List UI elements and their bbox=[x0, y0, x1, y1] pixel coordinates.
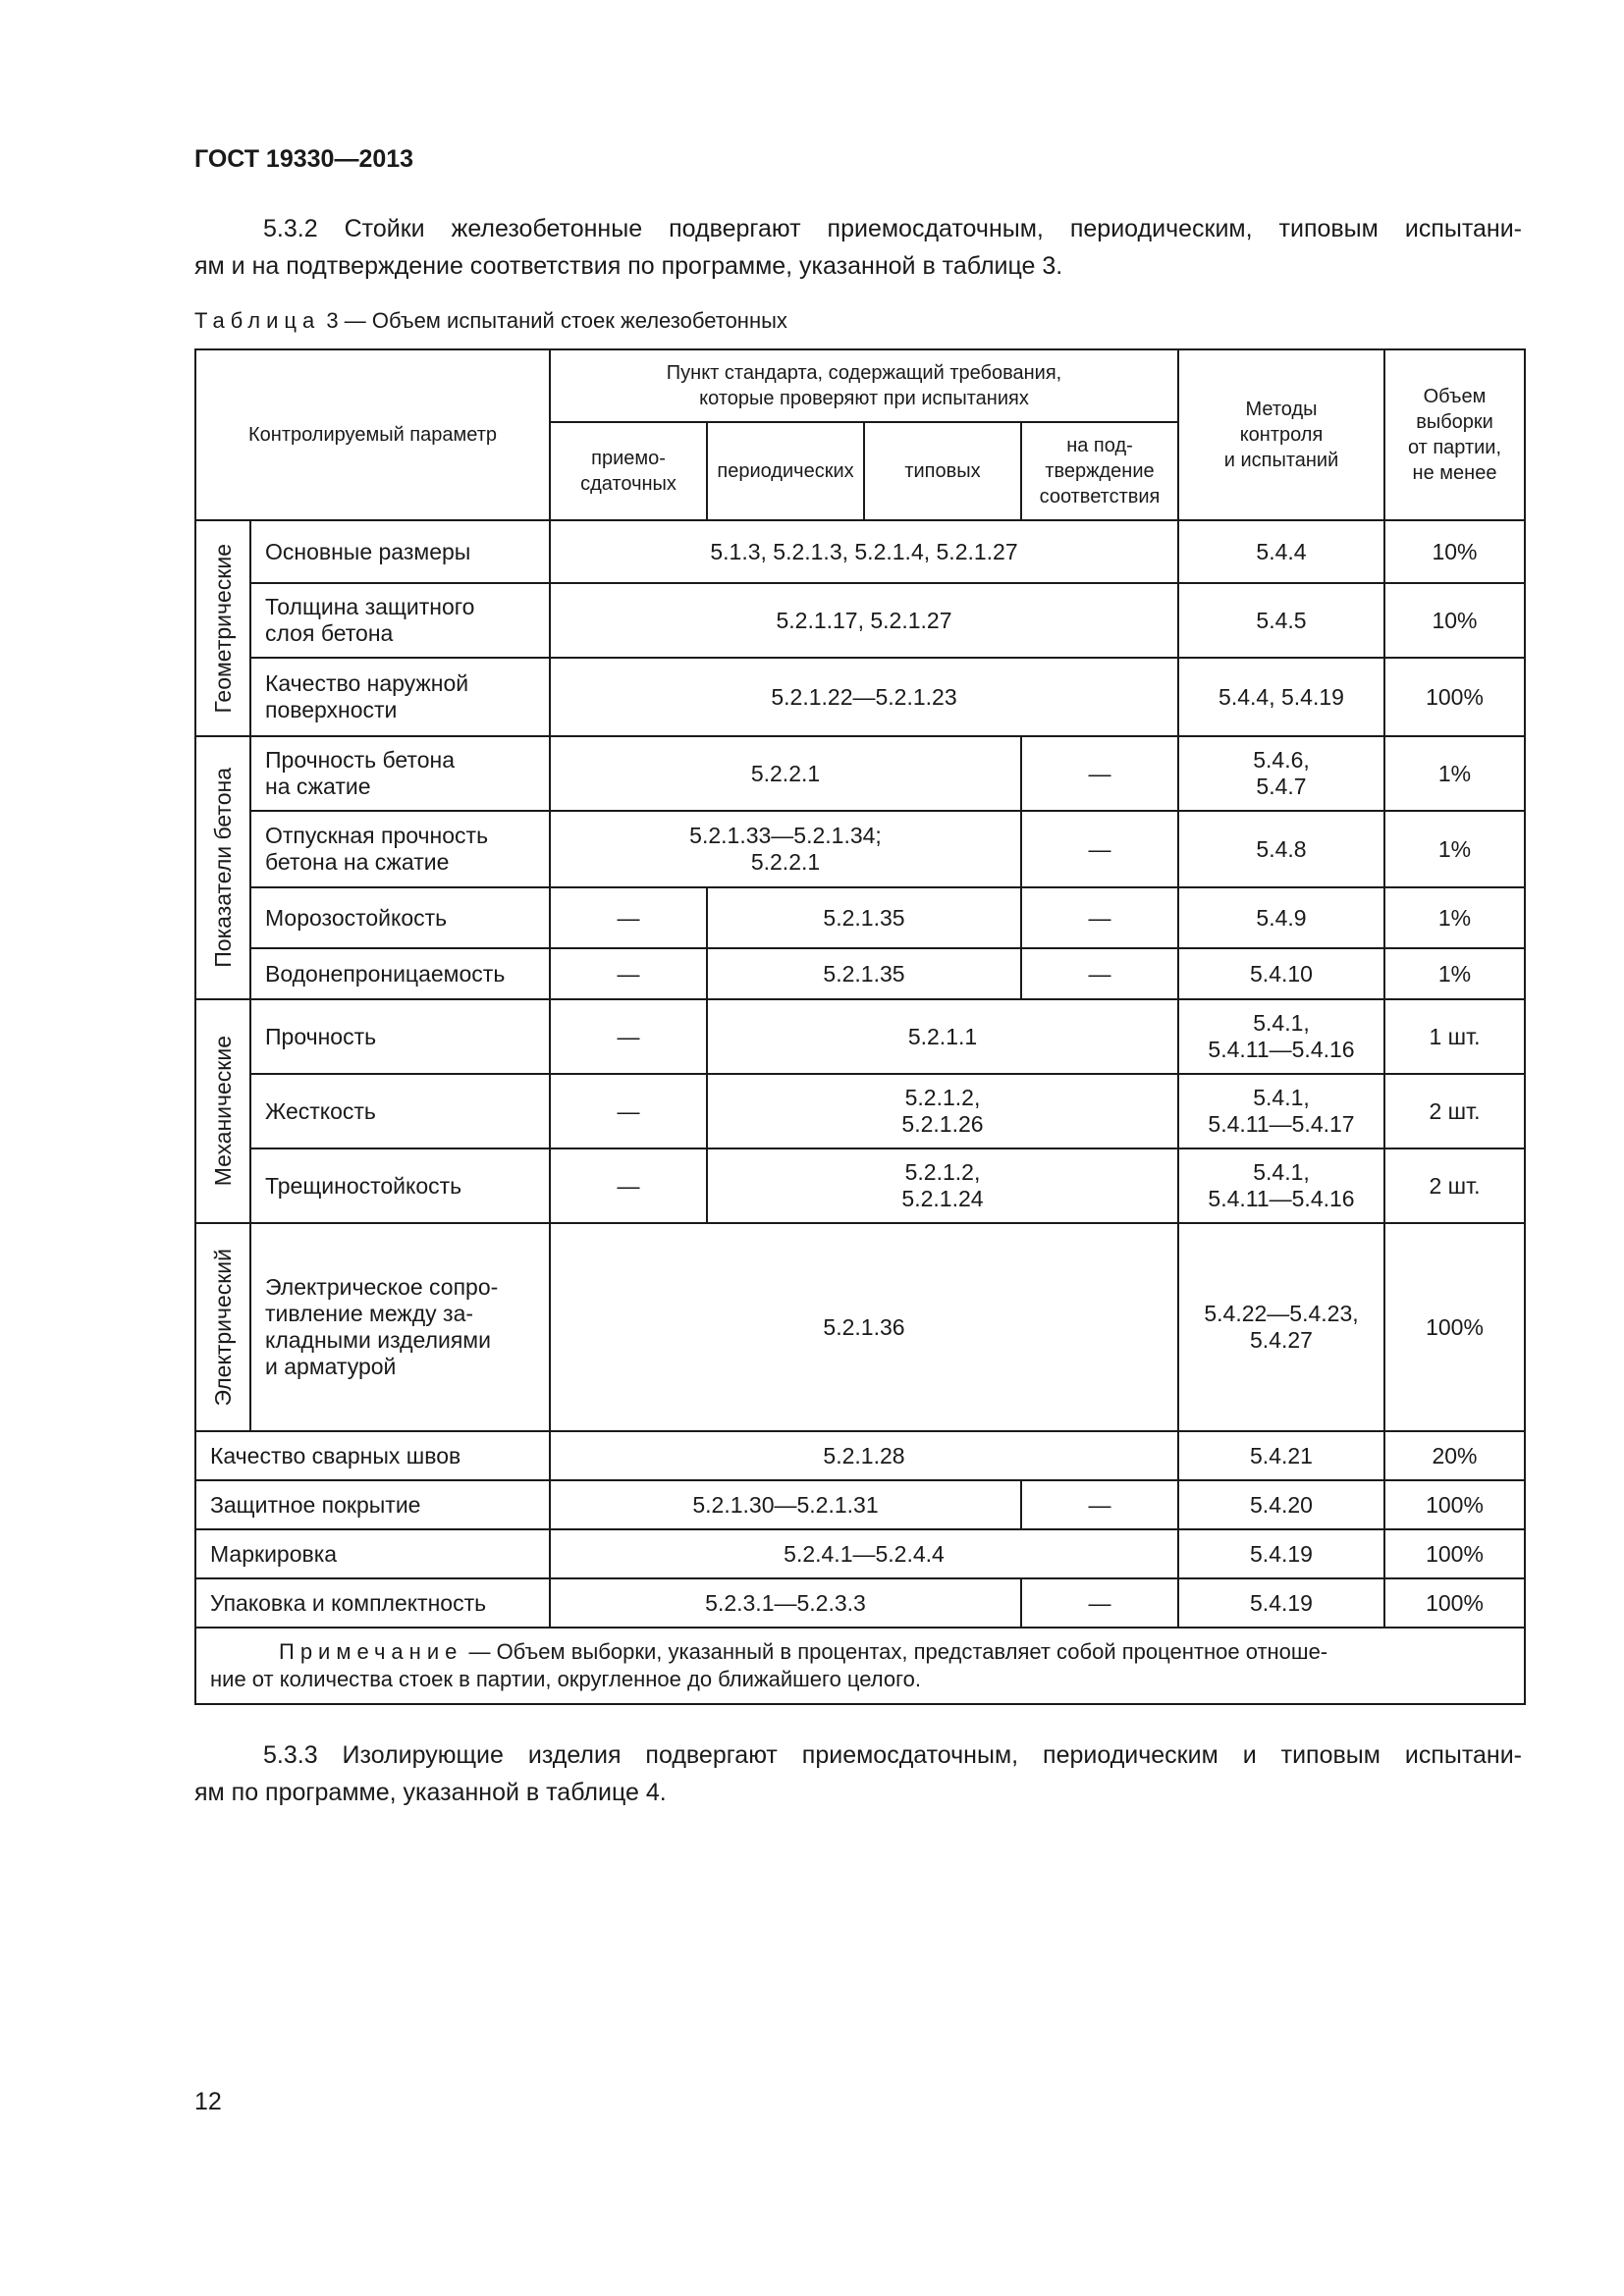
paragraph-line: 5.3.2 Стойки железобетонные подвергают приемосдаточным, периодическим, типовым испытани- bbox=[263, 215, 1522, 242]
test-scope-table bbox=[194, 348, 1526, 1705]
page-number: 12 bbox=[194, 2088, 222, 2115]
header-periodic: периодических bbox=[707, 422, 864, 520]
table-row: Электрический Электрическое сопро- тивление между за- кладными изделиями и арматурой 5.2.1.36 5.4.22—5.4.23, 5.4.27 100% bbox=[195, 1223, 1525, 1431]
paragraph-5-3-3 bbox=[194, 1736, 1522, 1811]
table-row: Качество сварных швов 5.2.1.28 5.4.21 20% bbox=[195, 1431, 1525, 1480]
table-caption bbox=[194, 308, 787, 334]
group-label-concrete: Показатели бетона bbox=[195, 736, 250, 999]
table-row: Защитное покрытие 5.2.1.30—5.2.1.31 — 5.4.20 100% bbox=[195, 1480, 1525, 1529]
note-text: ние от количества стоек в партии, округленное до ближайшего целого. bbox=[210, 1667, 922, 1691]
table-row: Показатели бетона Прочность бетона на сжатие 5.2.2.1 — 5.4.6, 5.4.7 1% bbox=[195, 736, 1525, 811]
header-acceptance: приемо- сдаточных bbox=[550, 422, 707, 520]
table-row: Водонепроницаемость — 5.2.1.35 — 5.4.10 1% bbox=[195, 948, 1525, 999]
table-row: Механические Прочность — 5.2.1.1 5.4.1, 5.4.11—5.4.16 1 шт. bbox=[195, 999, 1525, 1074]
table-note bbox=[195, 1628, 1525, 1704]
header-sample: Объем выборки от партии, не менее bbox=[1384, 349, 1525, 520]
table-row: Маркировка 5.2.4.1—5.2.4.4 5.4.19 100% bbox=[195, 1529, 1525, 1578]
table-caption-text: 3 — Объем испытаний стоек железобетонных bbox=[320, 308, 787, 333]
paragraph-5-3-2 bbox=[194, 210, 1522, 285]
table-row: Геометрические Основные размеры 5.1.3, 5.2.1.3, 5.2.1.4, 5.2.1.27 5.4.4 10% bbox=[195, 520, 1525, 583]
header-type: типовых bbox=[864, 422, 1021, 520]
table-row: Упаковка и комплектность 5.2.3.1—5.2.3.3 — 5.4.19 100% bbox=[195, 1578, 1525, 1628]
table-row: Качество наружной поверхности 5.2.1.22—5.2.1.23 5.4.4, 5.4.19 100% bbox=[195, 658, 1525, 736]
table-row: Отпускная прочность бетона на сжатие 5.2.1.33—5.2.1.34; 5.2.2.1 — 5.4.8 1% bbox=[195, 811, 1525, 887]
group-label-geometric: Геометрические bbox=[195, 520, 250, 736]
note-text: — Объем выборки, указанный в процентах, представляет собой процентное отноше- bbox=[462, 1639, 1328, 1664]
header-clause-group: Пункт стандарта, содержащий требования, которые проверяют при испытаниях bbox=[550, 349, 1178, 422]
paragraph-line: 5.3.3 Изолирующие изделия подвергают приемосдаточным, периодическим и типовым испытани- bbox=[263, 1741, 1522, 1769]
paragraph-line: ям и на подтверждение соответствия по программе, указанной в таблице 3. bbox=[194, 252, 1063, 280]
standard-header: ГОСТ 19330—2013 bbox=[194, 145, 414, 173]
table-row: Трещиностойкость — 5.2.1.2, 5.2.1.24 5.4.1, 5.4.11—5.4.16 2 шт. bbox=[195, 1148, 1525, 1223]
header-param: Контролируемый параметр bbox=[195, 349, 550, 520]
table-caption-label: Таблица bbox=[194, 308, 321, 333]
header-conformity: на под- тверждение соответствия bbox=[1021, 422, 1178, 520]
table-row: Морозостойкость — 5.2.1.35 — 5.4.9 1% bbox=[195, 887, 1525, 948]
paragraph-line: ям по программе, указанной в таблице 4. bbox=[194, 1779, 667, 1806]
header-methods: Методы контроля и испытаний bbox=[1178, 349, 1384, 520]
note-label: Примечание bbox=[279, 1639, 463, 1664]
table-row: Жесткость — 5.2.1.2, 5.2.1.26 5.4.1, 5.4.11—5.4.17 2 шт. bbox=[195, 1074, 1525, 1148]
table-row: Толщина защитного слоя бетона 5.2.1.17, 5.2.1.27 5.4.5 10% bbox=[195, 583, 1525, 658]
group-label-mechanical: Механические bbox=[195, 999, 250, 1223]
group-label-electrical: Электрический bbox=[195, 1223, 250, 1431]
